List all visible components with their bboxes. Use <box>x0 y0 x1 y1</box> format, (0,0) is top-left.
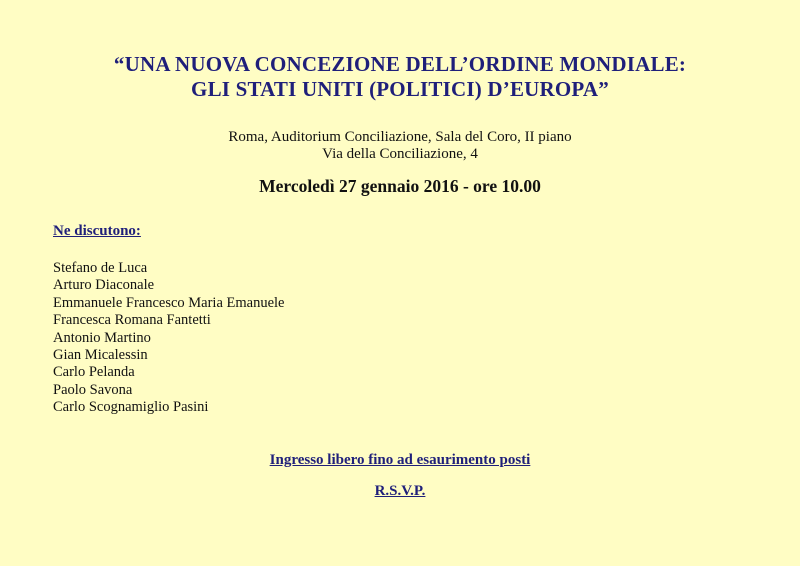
venue-line-2: Via della Conciliazione, 4 <box>322 146 478 162</box>
speaker-item: Gian Micalessin <box>53 347 148 364</box>
speaker-item: Carlo Pelanda <box>53 364 135 381</box>
rsvp-row <box>0 483 800 500</box>
discussion-heading: Ne discutono: <box>53 223 141 239</box>
title-line-2: GLI STATI UNITI (POLITICI) D’EUROPA” <box>191 77 609 101</box>
speaker-item: Paolo Savona <box>53 381 133 398</box>
entry-note-link[interactable]: Ingresso libero fino ad esaurimento posti <box>269 452 531 468</box>
title-line-1: “UNA NUOVA CONCEZIONE DELL’ORDINE MONDIALE: <box>113 52 687 76</box>
entry-note-row <box>0 452 800 469</box>
speaker-item: Antonio Martino <box>53 329 151 346</box>
rsvp-link[interactable]: R.S.V.P. <box>374 483 426 499</box>
event-date: Mercoledì 27 gennaio 2016 - ore 10.00 <box>259 176 541 196</box>
speaker-item: Stefano de Luca <box>53 260 148 276</box>
venue-line-1: Roma, Auditorium Conciliazione, Sala del Coro, II piano <box>228 129 572 145</box>
speaker-item: Emmanuele Francesco Maria Emanuele <box>53 294 285 311</box>
speaker-list <box>53 260 285 417</box>
speaker-item: Francesca Romana Fantetti <box>53 312 211 329</box>
speaker-item: Arturo Diaconale <box>53 277 155 294</box>
speaker-item: Carlo Scognamiglio Pasini <box>53 399 209 416</box>
